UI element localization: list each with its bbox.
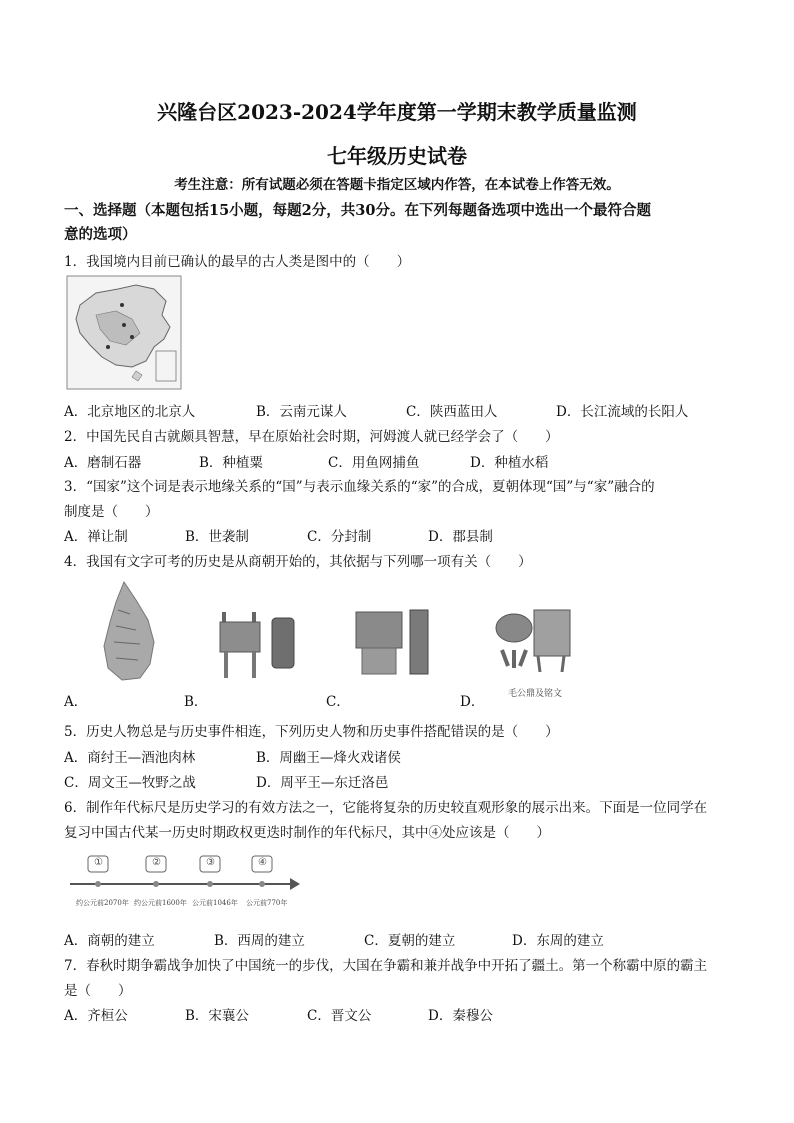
- q2-option-b[interactable]: B．种植粟: [199, 455, 263, 471]
- q1-option-d[interactable]: D．长江流域的长阳人: [556, 404, 689, 420]
- timeline-marker-2: ②: [152, 857, 161, 868]
- q7-option-d[interactable]: D．秦穆公: [428, 1008, 493, 1024]
- question-7: 7．春秋时期争霸战争加快了中国统一的步伐，大国在争霸和兼并战争中开拓了疆土。第一个称霸中原的霸主: [64, 958, 708, 974]
- q5-option-a[interactable]: A．商纣王—酒池肉林: [64, 750, 196, 766]
- q3-option-a[interactable]: A．禅让制: [64, 529, 128, 545]
- q5-option-c[interactable]: C．周文王—牧野之战: [64, 775, 196, 791]
- q3-option-d[interactable]: D．郡县制: [428, 529, 493, 545]
- q4-option-c[interactable]: C．: [326, 694, 350, 710]
- q3-option-c[interactable]: C．分封制: [307, 529, 372, 545]
- q5-option-d[interactable]: D．周平王—东迁洛邑: [256, 775, 389, 791]
- question-3-cont: 制度是（ ）: [64, 504, 159, 520]
- q2-option-d[interactable]: D．种植水稻: [470, 455, 549, 471]
- section-heading: 一、选择题（本题包括15小题，每题2分，共30分。在下列每题备选项中选出一个最符合题: [64, 202, 651, 219]
- q2-option-a[interactable]: A．磨制石器: [64, 455, 142, 471]
- q4-option-b[interactable]: B．: [184, 694, 208, 710]
- timeline-marker-1: ①: [94, 857, 103, 868]
- q7-option-c[interactable]: C．晋文公: [307, 1008, 372, 1024]
- timeline-date-3: 公元前1046年: [192, 899, 238, 907]
- q2-option-c[interactable]: C．用鱼网捕鱼: [328, 455, 420, 471]
- timeline-marker-3: ③: [206, 857, 215, 868]
- timeline-marker-4: ④: [258, 857, 267, 868]
- question-1: 1．我国境内目前已确认的最早的古人类是图中的（ ）: [64, 254, 411, 270]
- maogong-ding-caption: 毛公鼎及铭文: [508, 689, 563, 699]
- question-5: 5．历史人物总是与历史事件相连，下列历史人物和历史事件搭配错误的是（ ）: [64, 724, 559, 740]
- q4-option-d[interactable]: D．: [460, 694, 485, 710]
- question-2: 2．中国先民自古就颇具智慧，早在原始社会时期，河姆渡人就已经学会了（ ）: [64, 429, 559, 445]
- china-map-image: [66, 275, 182, 390]
- timeline-date-2: 约公元前1600年: [134, 899, 187, 907]
- question-7-cont: 是（ ）: [64, 983, 132, 999]
- question-6-cont: 复习中国古代某一历史时期政权更迭时制作的年代标尺，其中④处应该是（ ）: [64, 825, 550, 841]
- q1-option-a[interactable]: A．北京地区的北京人: [64, 404, 196, 420]
- question-4: 4．我国有文字可考的历史是从商朝开始的，其依据与下列哪一项有关（ ）: [64, 554, 532, 570]
- q3-option-b[interactable]: B．世袭制: [185, 529, 249, 545]
- timeline-date-1: 约公元前2070年: [76, 899, 129, 907]
- q1-option-c[interactable]: C．陕西蓝田人: [406, 404, 498, 420]
- q1-option-b[interactable]: B．云南元谋人: [256, 404, 347, 420]
- q7-option-b[interactable]: B．宋襄公: [185, 1008, 249, 1024]
- q6-option-a[interactable]: A．商朝的建立: [64, 933, 155, 949]
- q6-option-c[interactable]: C．夏朝的建立: [364, 933, 456, 949]
- maogong-ding-image: [494, 606, 574, 684]
- timeline-date-4: 公元前770年: [246, 899, 288, 907]
- exam-notice: 考生注意：所有试题必须在答题卡指定区域内作答，在本试卷上作答无效。: [174, 177, 620, 193]
- question-3: 3．“国家”这个词是表示地缘关系的“国”与表示血缘关系的“家”的合成，夏朝体现“国”与“家”融合的: [64, 479, 655, 495]
- section-heading-cont: 意的选项）: [64, 226, 137, 243]
- oracle-bone-image: [96, 580, 166, 685]
- exam-title: 兴隆台区2023-2024学年度第一学期末教学质量监测: [157, 100, 637, 124]
- q6-option-b[interactable]: B．西周的建立: [214, 933, 305, 949]
- q7-option-a[interactable]: A．齐桓公: [64, 1008, 128, 1024]
- bronze-vessel-image-c: [352, 606, 436, 690]
- question-6: 6．制作年代标尺是历史学习的有效方法之一，它能将复杂的历史较直观形象的展示出来。下面是一位同学在: [64, 800, 708, 816]
- bronze-ding-image-b: [214, 608, 304, 690]
- q6-option-d[interactable]: D．东周的建立: [512, 933, 604, 949]
- q5-option-b[interactable]: B．周幽王—烽火戏诸侯: [256, 750, 401, 766]
- q4-option-a[interactable]: A．: [64, 694, 88, 710]
- exam-subtitle: 七年级历史试卷: [327, 144, 467, 168]
